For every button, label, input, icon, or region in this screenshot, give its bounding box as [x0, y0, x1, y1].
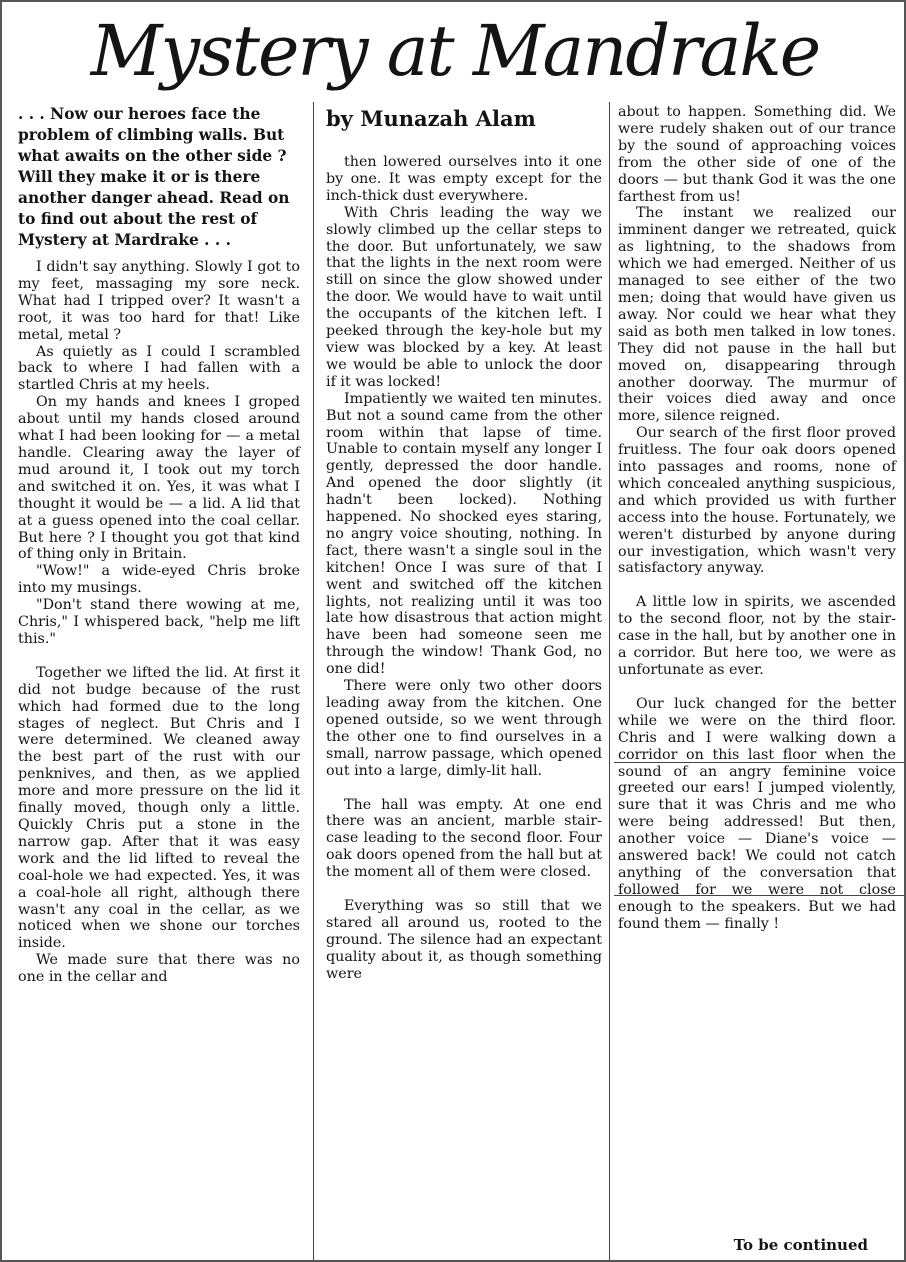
story-title: Mystery at Mandrake: [90, 10, 820, 92]
paragraph: Our luck changed for the better while we were on the third floor. Chris and I were walking down a corridor on this last floor when the sound of an angry feminine voice greeted our ears! I jumped violently, sure that it was Chris and me who were being addressed! But then, another voice — Diane's voice — answered back! We could not catch anything of the conversation that followed for we were not close enough to the speakers. But we had found them — finally !: [618, 695, 896, 932]
paragraph: about to happen. Something did. We were rudely shaken out of our trance by the sound of approaching voices from the other side of one of the doors — but thank God it was the one farthest from us!: [618, 104, 896, 205]
intro-paragraph: . . . Now our heroes face the problem of climbing walls. But what awaits on the other side ? Will they make it or is there another danger ahead. Read on to find out about the rest of Mystery at Mardrake . . .: [18, 105, 290, 249]
column-rule-right: [609, 102, 610, 1260]
paragraph: The instant we realized our imminent danger we retreated, quick as lightning, to the shadows from which we had emerged. Neither of us managed to see either of the two men; doing that would have given us away. Nor could we hear what they said as both men talked in low tones. They did not pause in the hall but moved on, disappearing through another doorway. The murmur of their voices died away and once more, silence reigned.: [618, 205, 896, 425]
paragraph: On my hands and knees I groped about until my hands closed around what I had been looking for — a metal handle. Clearing away the layer of mud around it, I took out my torch and switched it on. Yes, it was what I thought it would be — a lid. A lid that at a guess opened into the coal cellar. But here ? I thought you got that kind of thing only in Britain.: [18, 394, 300, 563]
paragraph: There were only two other doors leading away from the kitchen. One opened outside, so we went through the other one to find ourselves in a small, narrow passage, which opened out into a large, dimly-lit hall.: [326, 678, 602, 779]
byline: by Munazah Alam: [326, 106, 536, 131]
paragraph: "Wow!" a wide-eyed Chris broke into my musings.: [18, 563, 300, 597]
paragraph: A little low in spirits, we ascended to the second floor, not by the stair-case in the hall, but by another one in a corridor. But here too, we were as unfortunate as ever.: [618, 594, 896, 678]
to-be-continued: To be continued: [733, 1236, 868, 1254]
paragraph: then lowered ourselves into it one by one. It was empty except for the inch-thick dust everywhere.: [326, 154, 602, 204]
paragraph: As quietly as I could I scrambled back to where I had fallen with a startled Chris at my heels.: [18, 343, 300, 394]
column-2: [326, 104, 602, 983]
paragraph: With Chris leading the way we slowly climbed up the cellar steps to the door. But unfortunately, we saw that the lights in the next room were still on since the glow showed under the door. We would have to wait until the occupants of the kitchen left. I peeked through the key-hole but my view was blocked by a key. At least we would be able to unlock the door if it was locked!: [326, 204, 602, 390]
column-rule-left: [313, 102, 314, 1260]
paragraph: Impatiently we waited ten minutes. But not a sound came from the other room within that lapse of time. Unable to contain myself any longer I gently, depressed the door handle. And opened the door slightly (it hadn't been locked). Nothing happened. No shocked eyes staring, no angry voice shouting, nothing. In fact, there wasn't a single soul in the kitchen! Once I was sure of that I went and switched off the kitchen lights, not realizing until it was too late how disastrous that action might have been had someone seen me through the window! Thank God, no one did!: [326, 390, 602, 678]
paragraph: "Don't stand there wowing at me, Chris," I whispered back, "help me lift this.": [18, 597, 300, 647]
column-3: [618, 104, 896, 933]
paragraph: I didn't say anything. Slowly I got to my feet, massaging my sore neck. What had I tripped over? It wasn't a root, it was too hard for that! Like metal, metal ?: [18, 259, 300, 343]
paragraph: Our search of the first floor proved fruitless. The four oak doors opened into passages and rooms, none of which concealed anything suspicious, and which provided us with further access into the house. Fortunately, we weren't disturbed by anyone during our investigation, which wasn't very satisfactory anyway.: [618, 425, 896, 577]
paragraph: Together we lifted the lid. At first it did not budge because of the rust which had formed due to the long stages of neglect. But Chris and I were determined. We cleaned away the best part of the rust with our penknives, and then, as we applied more and more pressure on the lid it finally moved, though only a little. Quickly Chris put a stone in the narrow gap. After that it was easy work and the lid lifted to reveal the coal-hole we had expected. Yes, it was a coal-hole all right, although there wasn't any coal in the cellar, as we noticed when we shone our torches inside.: [18, 664, 300, 952]
paragraph: We made sure that there was no one in the cellar and: [18, 952, 300, 986]
paragraph: Everything was so still that we stared all around us, rooted to the ground. The silence had an expectant quality about it, as though something were: [326, 898, 602, 982]
column-1: [18, 104, 300, 986]
paragraph: The hall was empty. At one end there was an ancient, marble stair-case leading to the second floor. Four oak doors opened from the hall but at the moment all of them were closed.: [326, 796, 602, 881]
